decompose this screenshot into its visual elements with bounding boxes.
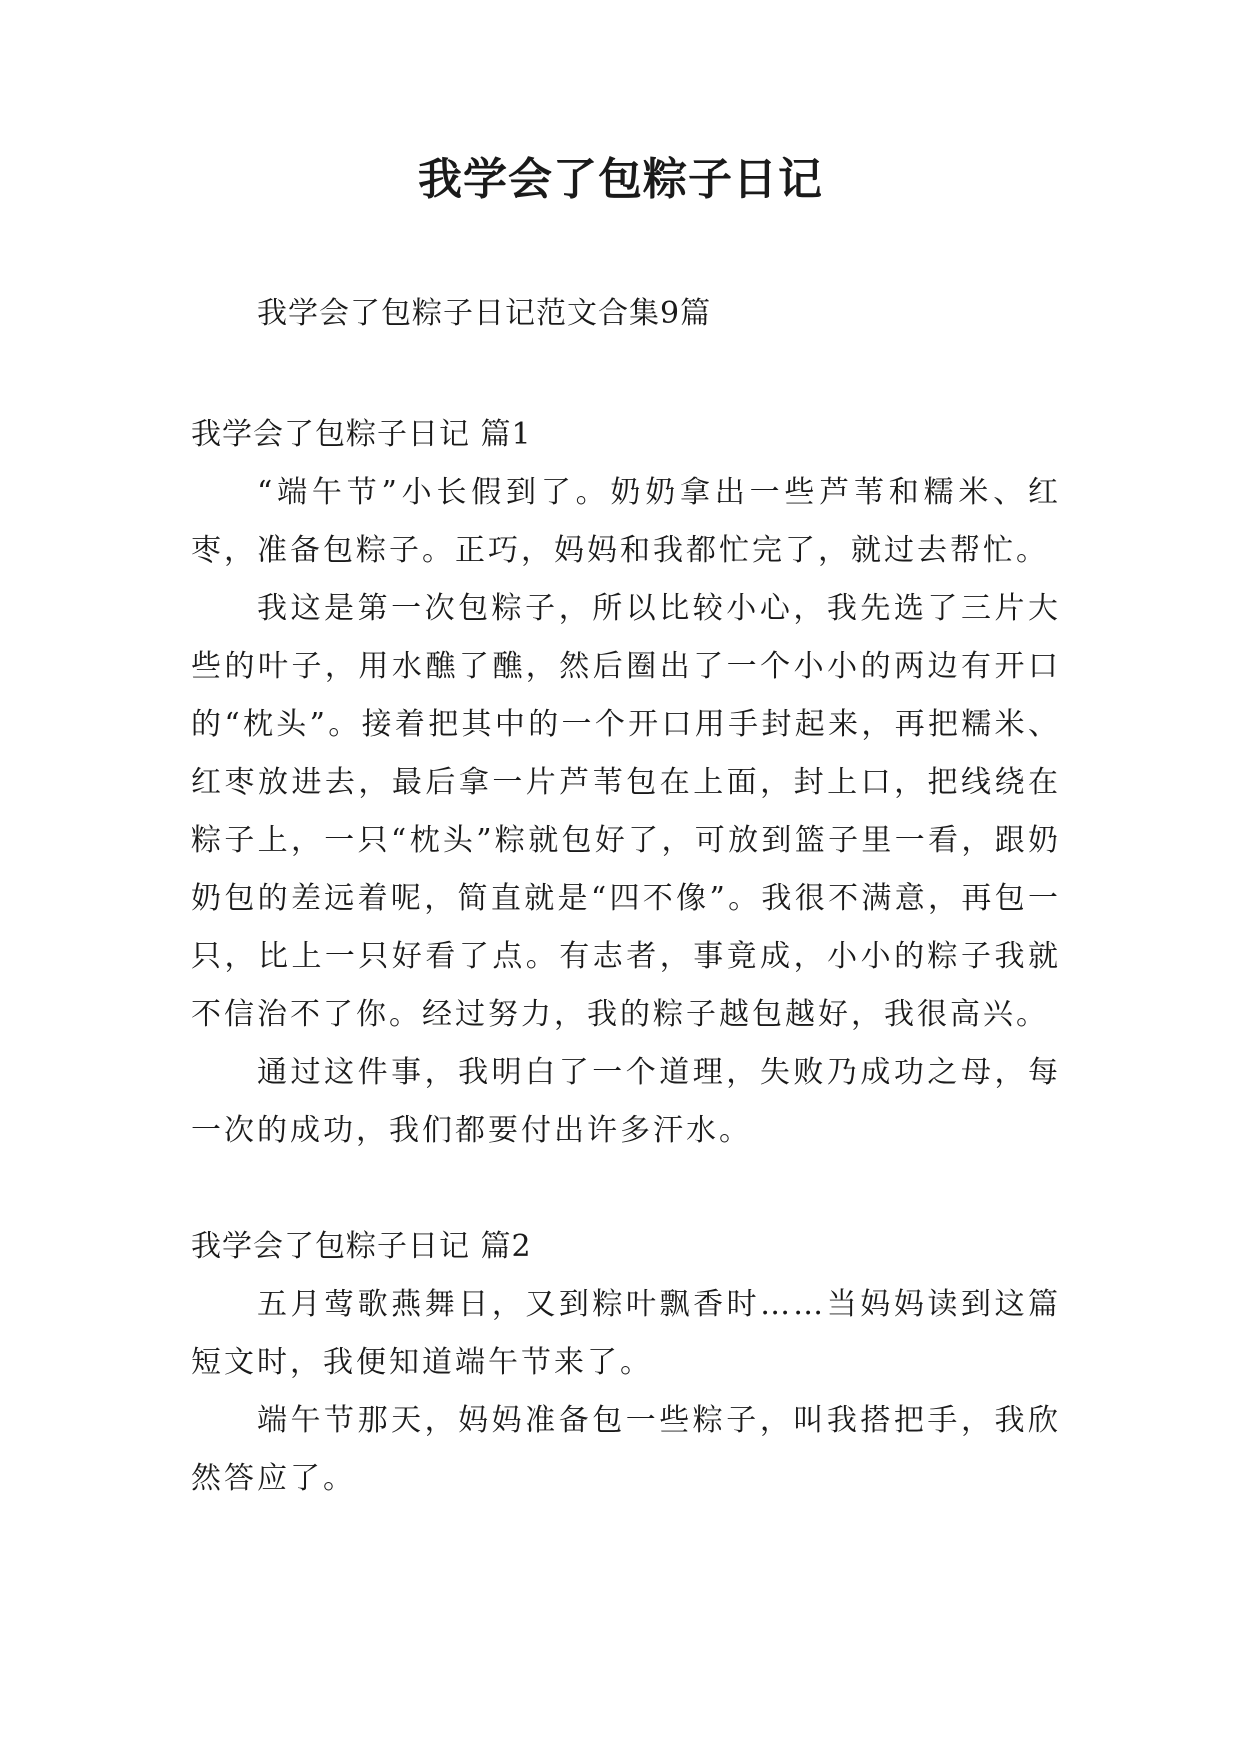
paragraph: 通过这件事，我明白了一个道理，失败乃成功之母，每一次的成功，我们都要付出许多汗水。 [191,1055,1061,1148]
document-subtitle: 我学会了包粽子日记范文合集9篇 [257,296,712,331]
section-1 [191,406,1061,1160]
section-heading: 我学会了包粽子日记 篇2 [191,1229,532,1264]
paragraph: 我这是第一次包粽子，所以比较小心，我先选了三片大些的叶子，用水醮了醮，然后圈出了一个小小的两边有开口的“枕头”。接着把其中的一个开口用手封起来，再把糯米、红枣放进去，最后拿一片芦苇包在上面，封上口，把线绕在粽子上，一只“枕头”粽就包好了，可放到篮子里一看，跟奶奶包的差远着呢，简直就是“四不像”。我很不满意，再包一只，比上一只好看了点。有志者，事竟成，小小的粽子我就不信治不了你。经过努力，我的粽子越包越好，我很高兴。 [191,591,1061,1032]
section-spacer [191,1160,1061,1218]
paragraph: 五月莺歌燕舞日，又到粽叶飘香时……当妈妈读到这篇短文时，我便知道端午节来了。 [191,1287,1061,1380]
paragraph: 端午节那天，妈妈准备包一些粽子，叫我搭把手，我欣然答应了。 [191,1403,1061,1496]
document-title: 我学会了包粽子日记 [418,154,823,205]
document-body [191,406,1061,1508]
paragraph: “端午节”小长假到了。奶奶拿出一些芦苇和糯米、红枣，准备包粽子。正巧，妈妈和我都忙完了，就过去帮忙。 [191,475,1061,568]
section-2 [191,1218,1061,1508]
section-heading: 我学会了包粽子日记 篇1 [191,417,532,452]
